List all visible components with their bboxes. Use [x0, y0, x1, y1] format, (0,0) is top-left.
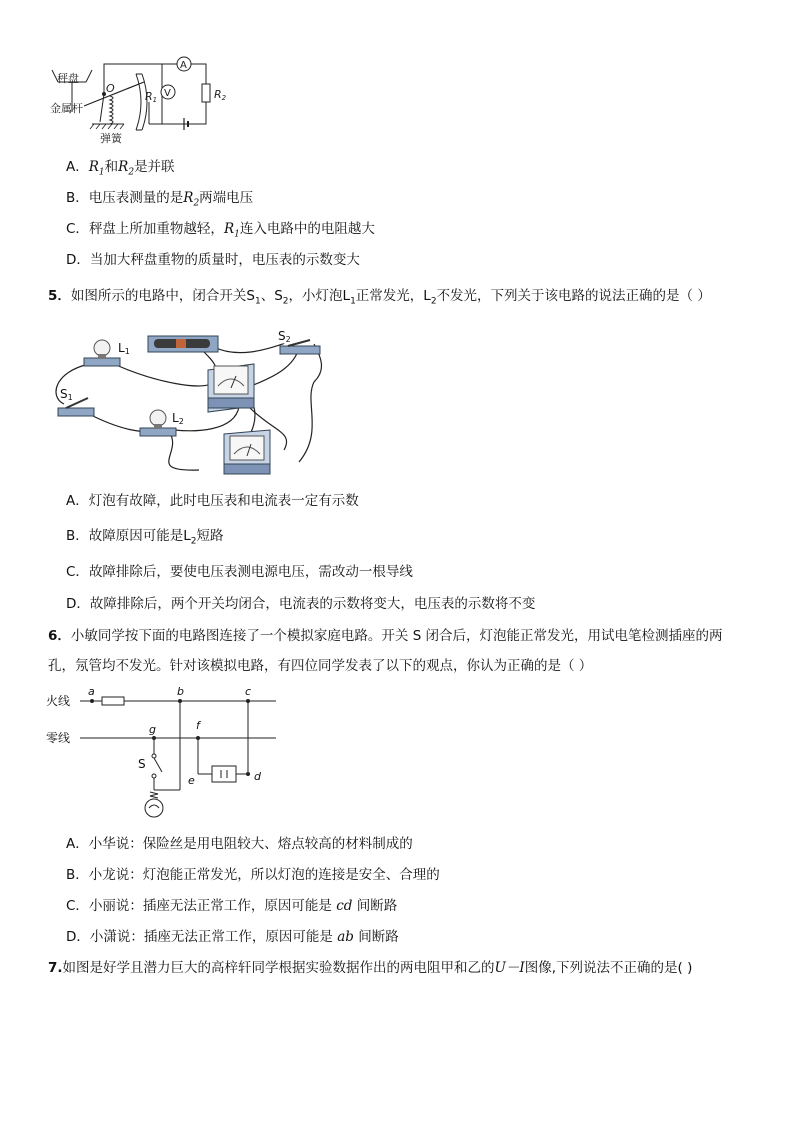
q6-figure-label-e: e [188, 774, 195, 787]
q4-option-a: A．$R_1$和$R_2$是并联 [66, 159, 175, 178]
q6-option-b: B．小龙说：灯泡能正常发光，所以灯泡的连接是安全、合理的 [66, 867, 440, 883]
q6-figure-label-s: S [138, 757, 146, 771]
q6-figure-label-g: g [149, 723, 156, 736]
q6-household-circuit-figure [44, 684, 284, 824]
q5-option-b: B．故障原因可能是$L_2$短路 [66, 528, 224, 547]
q4-figure-label-o: O [106, 82, 115, 95]
q5-figure-label-s2: S2 [278, 329, 291, 344]
q6-figure-label-a: a [88, 685, 95, 698]
q5-option-a: A．灯泡有故障，此时电压表和电流表一定有示数 [66, 493, 359, 509]
q6-stem-line1: 6．小敏同学按下面的电路图连接了一个模拟家庭电路。开关 S 闭合后，灯泡能正常发光，用试电笔检测插座的两 [48, 628, 723, 644]
q6-figure-label-neutral: 零线 [46, 731, 71, 745]
q5-physical-circuit-figure [44, 322, 334, 482]
q4-figure-label-r1: R1 [145, 90, 158, 104]
q5-figure-label-l1: L1 [118, 341, 130, 356]
q5-option-d: D．故障排除后，两个开关均闭合，电流表的示数将变大，电压表的示数将不变 [66, 596, 536, 612]
q4-figure-label-ammeter: A [180, 60, 187, 71]
q4-circuit-figure [44, 52, 234, 152]
q5-figure-label-s1: S1 [60, 387, 73, 402]
q6-figure-label-b: b [177, 685, 184, 698]
q5-figure-label-l2: L2 [172, 411, 184, 426]
q4-figure-label-spring: 弹簧 [100, 132, 122, 145]
q4-figure-label-r2: R2 [214, 88, 227, 102]
q6-figure-label-c: c [245, 685, 252, 698]
q4-option-d: D．当加大秤盘重物的质量时，电压表的示数变大 [66, 252, 360, 268]
q6-stem-line2: 孔，氖管均不发光。针对该模拟电路，有四位同学发表了以下的观点，你认为正确的是（ ） [48, 658, 593, 674]
q4-figure-label-pan: 秤盘 [57, 72, 79, 85]
q4-figure-label-voltmeter: V [164, 88, 171, 99]
q6-figure-label-d: d [254, 770, 261, 783]
q6-option-a: A．小华说：保险丝是用电阻较大、熔点较高的材料制成的 [66, 836, 413, 852]
q5-option-c: C．故障排除后，要使电压表测电源电压，需改动一根导线 [66, 564, 413, 580]
q6-figure-label-live: 火线 [46, 694, 71, 708]
q4-option-b: B．电压表测量的是$R_2$两端电压 [66, 190, 254, 209]
q6-option-c: C．小丽说：插座无法正常工作，原因可能是 cd 间断路 [66, 898, 398, 914]
q6-option-d: D．小潇说：插座无法正常工作，原因可能是 ab 间断路 [66, 929, 399, 945]
q5-stem: 5．如图所示的电路中，闭合开关$S_1$、$S_2$，小灯泡$L_1$正常发光，$L_2$不发光，下列关于该电路的说法正确的是（ ） [48, 288, 711, 307]
q7-stem: 7.如图是好学且潜力巨大的高梓轩同学根据实验数据作出的两电阻甲和乙的U－I图像,下列说法不正确的是( ) [48, 960, 693, 976]
q4-figure-label-rod: 金属杆 [50, 102, 83, 115]
q6-figure-label-f: f [196, 719, 200, 732]
q4-option-c: C．秤盘上所加重物越轻，$R_1$连入电路中的电阻越大 [66, 221, 375, 240]
